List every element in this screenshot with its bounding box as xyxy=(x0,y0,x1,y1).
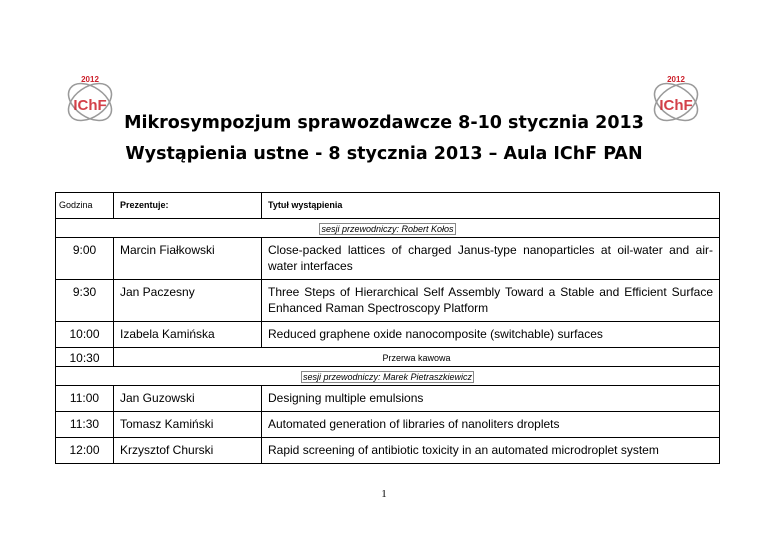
break-row xyxy=(56,348,720,367)
talk-title: Three Steps of Hierarchical Self Assembly Toward a Stable and Efficient Surface Enhanced Raman Spectroscopy Platform xyxy=(262,280,720,322)
schedule-table xyxy=(55,192,720,464)
break-label: Przerwa kawowa xyxy=(114,348,720,367)
talk-time: 11:30 xyxy=(56,412,114,438)
session-chair-2: sesji przewodniczy: Marek Pietraszkiewicz xyxy=(302,372,473,382)
document-title: Mikrosympozjum sprawozdawcze 8-10 stycznia 2013 xyxy=(124,113,644,133)
session-chair-1: sesji przewodniczy: Robert Kołos xyxy=(321,224,454,234)
header-time: Godzina xyxy=(56,193,114,219)
talk-presenter: Izabela Kamińska xyxy=(114,322,262,348)
talk-presenter: Tomasz Kamiński xyxy=(114,412,262,438)
talk-time: 9:00 xyxy=(56,238,114,280)
table-row xyxy=(56,412,720,438)
talk-presenter: Krzysztof Churski xyxy=(114,438,262,464)
page-number: 1 xyxy=(381,488,387,500)
talk-title: Close-packed lattices of charged Janus-type nanoparticles at oil-water and air-water interfaces xyxy=(262,238,720,280)
talk-title: Reduced graphene oxide nanocomposite (switchable) surfaces xyxy=(262,322,720,348)
talk-time: 11:00 xyxy=(56,386,114,412)
logo-year: 2012 xyxy=(667,75,685,84)
header-title: Tytuł wystąpienia xyxy=(262,193,720,219)
session-chair-row xyxy=(56,367,720,386)
talk-presenter: Jan Paczesny xyxy=(114,280,262,322)
table-row xyxy=(56,438,720,464)
document-subtitle: Wystąpienia ustne - 8 stycznia 2013 – Aula IChF PAN xyxy=(125,144,643,164)
break-time: 10:30 xyxy=(56,348,114,367)
logo-year: 2012 xyxy=(81,75,99,84)
talk-presenter: Jan Guzowski xyxy=(114,386,262,412)
table-row xyxy=(56,238,720,280)
talk-presenter: Marcin Fiałkowski xyxy=(114,238,262,280)
talk-time: 12:00 xyxy=(56,438,114,464)
talk-title: Automated generation of libraries of nanoliters droplets xyxy=(262,412,720,438)
logo-letters: IChF xyxy=(659,97,693,114)
talk-time: 9:30 xyxy=(56,280,114,322)
header-presenter: Prezentuje: xyxy=(114,193,262,219)
table-header-row xyxy=(56,193,720,219)
talk-time: 10:00 xyxy=(56,322,114,348)
table-row xyxy=(56,280,720,322)
session-chair-row xyxy=(56,219,720,238)
talk-title: Rapid screening of antibiotic toxicity in an automated microdroplet system xyxy=(262,438,720,464)
table-row xyxy=(56,322,720,348)
talk-title: Designing multiple emulsions xyxy=(262,386,720,412)
logo-letters: IChF xyxy=(73,97,107,114)
table-row xyxy=(56,386,720,412)
